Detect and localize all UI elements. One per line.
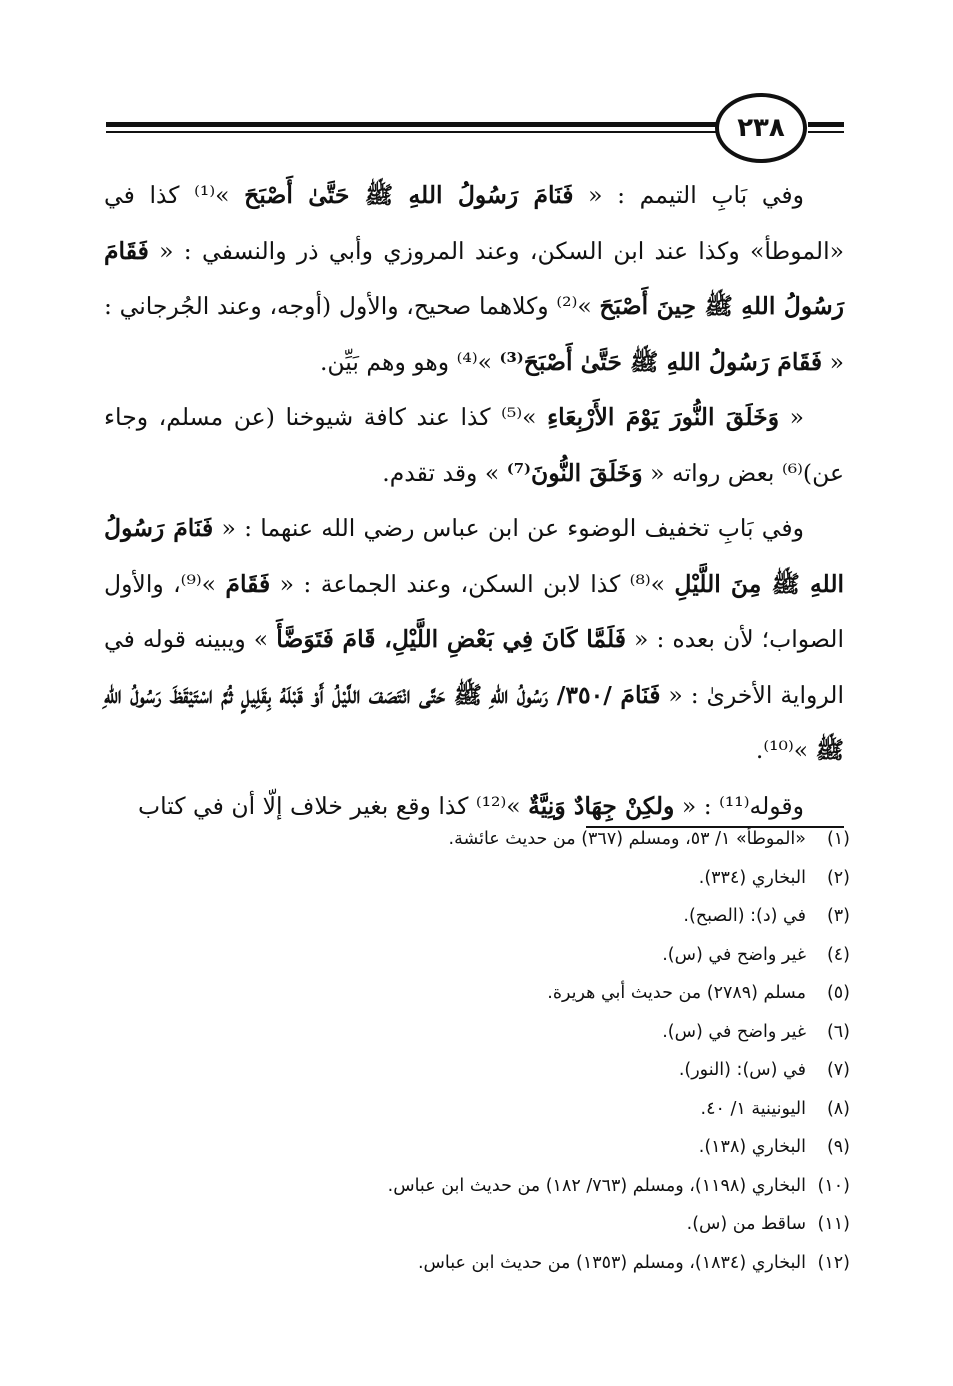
footnote-text: البخاري (٣٣٤). — [698, 867, 806, 888]
text-segment: »⁽¹²⁾ كذا وقع بغير خلاف إلّا أن في كتاب — [138, 791, 529, 820]
footnote-text: مسلم (٢٧٨٩) من حديث أبي هريرة. — [547, 983, 806, 1003]
footnote-text: البخاري (١٨٣٤)، ومسلم (١٣٥٣) من حديث ابن عباس. — [417, 1252, 806, 1273]
footnote-number: (١٢) — [817, 1252, 850, 1273]
hadith-quote: فَقَامَ رَسُولُ اللهِ ﷺ حِينَ أَصْبَحَ — [104, 236, 845, 320]
footnote-number: (٧) — [826, 1060, 850, 1080]
footnote-text: في (د): (الصبح). — [683, 906, 806, 926]
footnote-number: (١) — [826, 829, 850, 849]
paragraph — [104, 501, 844, 779]
page-number-text: ٢٣٨ — [737, 113, 785, 143]
text-segment: »⁽¹⁾ كذا في «الموطأ» وكذا عند ابن السكن، وعند المروزي وأبي ذر والنسفي : « — [104, 181, 844, 265]
footnote-text: غير واضح في (س). — [662, 1021, 806, 1042]
footnote — [160, 859, 850, 898]
text-segment: وقوله⁽¹¹⁾ : « — [674, 791, 804, 820]
footnote-number: (٤) — [826, 944, 850, 965]
hadith-quote: فَنَامَ رَسُولُ اللهِ ﷺ حَتَّىٰ أَصْبَحَ — [244, 181, 574, 209]
footnote-number: (٣) — [826, 906, 850, 926]
footnote — [160, 1090, 850, 1129]
footnote-number: (٥) — [826, 983, 850, 1003]
footnote — [160, 1013, 850, 1052]
paragraph — [104, 390, 844, 501]
footnote — [160, 974, 850, 1013]
paragraph — [104, 168, 844, 390]
footnote — [160, 897, 850, 936]
text-segment: »⁽⁹⁾، والأول الصواب؛ لأن بعده : « — [104, 569, 844, 653]
header-rule-tail-thin — [808, 131, 844, 133]
page-header — [0, 0, 953, 170]
footnote-number: (١١) — [817, 1214, 850, 1234]
header-rule-tail-thick — [808, 122, 844, 127]
hadith-quote: وَخَلَقَ النُّورَ يَوْمَ الأَرْبِعَاءِ — [547, 403, 780, 431]
text-segment: « — [779, 403, 804, 431]
text-segment: »⁽¹⁰⁾. — [755, 736, 816, 764]
page-number — [715, 93, 807, 163]
footnote — [160, 1128, 850, 1167]
header-rule-thick — [106, 122, 716, 127]
text-segment: »⁽⁴⁾ وهو وهم بَيِّن. — [319, 347, 500, 376]
footnotes — [160, 820, 850, 1282]
text-segment: »⁽²⁾ وكلاهما صحيح، والأول (أوجه، وعند الجُرجاني : « — [104, 292, 844, 376]
footnote — [160, 820, 850, 859]
footnote-number: (٩) — [826, 1137, 850, 1157]
hadith-quote: ولكِنْ جِهَادٌ وَنِيَّةٌ — [528, 791, 675, 820]
footnote-text: في (س): (النور). — [678, 1060, 806, 1080]
hadith-quote: فَلَمَّا كَانَ فِي بَعْضِ اللَّيْلِ، قَامَ فَتَوَضَّأَ — [276, 625, 627, 653]
footnote-number: (٦) — [826, 1021, 850, 1042]
text-segment: » وقد تقدم. — [382, 458, 507, 487]
text-segment: وفي بَابِ التيمم : « — [573, 181, 804, 209]
hadith-quote: فَقَامَ رَسُولُ اللهِ ﷺ حَتَّىٰ أَصْبَحَ⁽³⁾ — [499, 347, 823, 376]
footnote-number: (٢) — [826, 867, 850, 888]
text-segment: »⁽⁸⁾ كذا لابن السكن، وعند الجماعة : « — [270, 569, 675, 598]
footnote-text: اليونينية ١/ ٤٠. — [700, 1098, 806, 1119]
text-segment: » ويبينه قوله في الرواية الأخرىٰ : « — [104, 625, 844, 709]
footnote-number: (٨) — [826, 1098, 850, 1119]
footnote-text: البخاري (١١٩٨)، ومسلم (٧٦٣/ ١٨٢) من حديث ابن عباس. — [387, 1175, 806, 1196]
hadith-quote: وَخَلَقَ النُّونَ⁽⁷⁾ — [506, 458, 643, 487]
footnote — [160, 1167, 850, 1206]
footnote-text: البخاري (١٣٨). — [698, 1137, 806, 1157]
hadith-quote: فَقَامَ — [225, 569, 271, 598]
hadith-quote: فَنَامَ /٣٥٠/ رَسُولُ اللهِ ﷺ حَتَّى انْتَصَفَ اللَّيْلُ أَوْ قَبْلَهُ بِقَلِيلٍ ثُمَّ اسْتَيْقَظَ رَسُولُ اللهِ ﷺ — [104, 680, 844, 764]
footnote — [160, 936, 850, 975]
footnote-text: غير واضح في (س). — [662, 944, 806, 965]
text-segment: »⁽⁵⁾ كذا عند كافة شيوخنا (عن مسلم، وجاء عن)⁽⁶⁾ بعض رواته « — [104, 403, 844, 487]
footnote-text: «الموطأ» ١/ ٥٣، ومسلم (٣٦٧) من حديث عائشة. — [448, 829, 806, 849]
header-rule-thin — [106, 131, 716, 133]
footnote — [160, 1051, 850, 1090]
main-text — [104, 168, 844, 834]
footnote-number: (١٠) — [817, 1175, 850, 1196]
footnote — [160, 1244, 850, 1283]
footnote — [160, 1205, 850, 1244]
hadith-quote: فَنَامَ رَسُولُ اللهِ ﷺ مِنَ اللَّيْلِ — [104, 514, 845, 598]
text-segment: وفي بَابِ تخفيف الوضوء عن ابن عباس رضي الله عنهما : « — [213, 514, 804, 542]
footnote-text: ساقط من (س). — [686, 1214, 806, 1234]
